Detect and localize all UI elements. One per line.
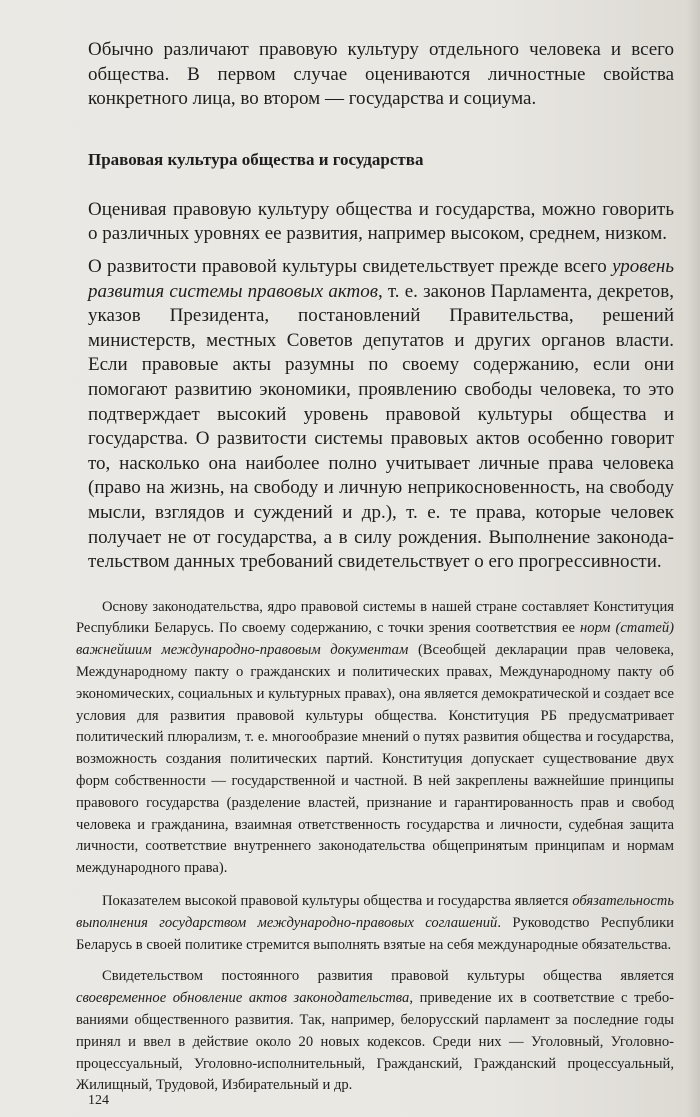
paragraph-legal-acts-rest: , т. е. законов Парламента, декретов, указов Президента, постановлений Правительства, решений министерств, местных Советов депутатов и других органов власти. Если правовые акты разумны по своему содержанию, если они помогают развитию экономики, проявлению свободы человека, то это подтверждает высокий уровень правовой культуры общества и государства. О развитости системы правовых актов особенно говорит то, насколько она наиболее полно учитывает личные права человека (право на жизнь, на свободу и личную неприкосновенность, на свободу мысли, взглядов и суждений и др.), т. е. те права, которые человек получает не от государства, а в силу рождения. Выполнение законодательством данных требований свидетельствует о его прогрессивности. [88,280,674,573]
paragraph-codes [76,966,674,1097]
paragraph-codes-emphasis: своевременное обновление актов законодательства [76,990,410,1007]
paragraph-international [76,891,674,956]
paragraph-constitution-emphasis: норм (статей) важнейшим международно-правовым документам [76,620,674,659]
page-number: 124 [88,1093,109,1108]
paragraph-constitution-rest: (Всеобщей декларации прав человека, Международному пакту о гражданских и политических правах, Международному пакту об экономических, социальных и культурных правах), она является демократической и создает все условия для развития правовой культуры общества. Конституция РБ предусматривает политический плюрализм, т. е. многообразие мнений о путях развития общества и государства, возможность создания политических партий. Конституция допускает существование двух форм собственности — государственной и частной. В ней закреплены важнейшие принципы правового государства (разделение властей, признание и гарантированность прав и свобод человека и гражданина, взаимная ответственность государства и личности, судебная защита личности, соответствие внутреннего законодательства общепринятым принципам и нормам международного права). [76,642,674,877]
intro-paragraph: Обычно различают правовую культуру отдельного человека и всего общества. В первом случае оцениваются личностные свойства конкретного лица, во втором — государства и социума. [88,39,674,110]
paragraph-international-lead: Показателем высокой правовой культуры общества и государства является [102,893,573,910]
paragraph-legal-acts-lead: О развитости правовой культуры свидетельствует прежде всего [88,255,613,277]
paragraph-legal-acts-emphasis: уровень развития системы правовых актов [88,255,674,302]
paragraph-legal-acts [88,255,674,575]
small-print-block [76,597,674,1098]
paragraph-codes-rest: , приведение их в соответствие с требованиями общественного развития. Так, например, белорусский парламент за последние годы принял и ввел в действие около 20 новых кодексов. Среди них — Уголовный, Уголовно-процессуальный, Уголовно-исполнительный, Гражданский, Гражданский процессуальный, Жилищный, Трудовой, Избирательный и др. [76,990,674,1094]
paragraph-international-rest: . Руководство Республики Беларусь в своей политике стремится выполнять взятые на себя международные обязательства. [76,914,674,953]
section-heading: Правовая культура общества и государства [88,149,424,169]
paragraph-levels: Оценивая правовую культуру общества и государства, можно говорить о различных уровнях ее развития, например высоком, среднем, низком. [88,198,674,245]
paragraph-constitution-lead: Основу законодательства, ядро правовой системы в нашей стране составляет Конституция Республики Беларусь. По своему содержанию, с точки зрения соответствия ее [76,598,674,637]
paragraph-constitution [76,597,674,880]
paragraph-codes-lead: Свидетельством постоянного развития правовой культуры общества является [102,968,674,985]
paragraph-international-emphasis: обязательность выполнения государством международно-правовых соглашений [76,893,674,931]
